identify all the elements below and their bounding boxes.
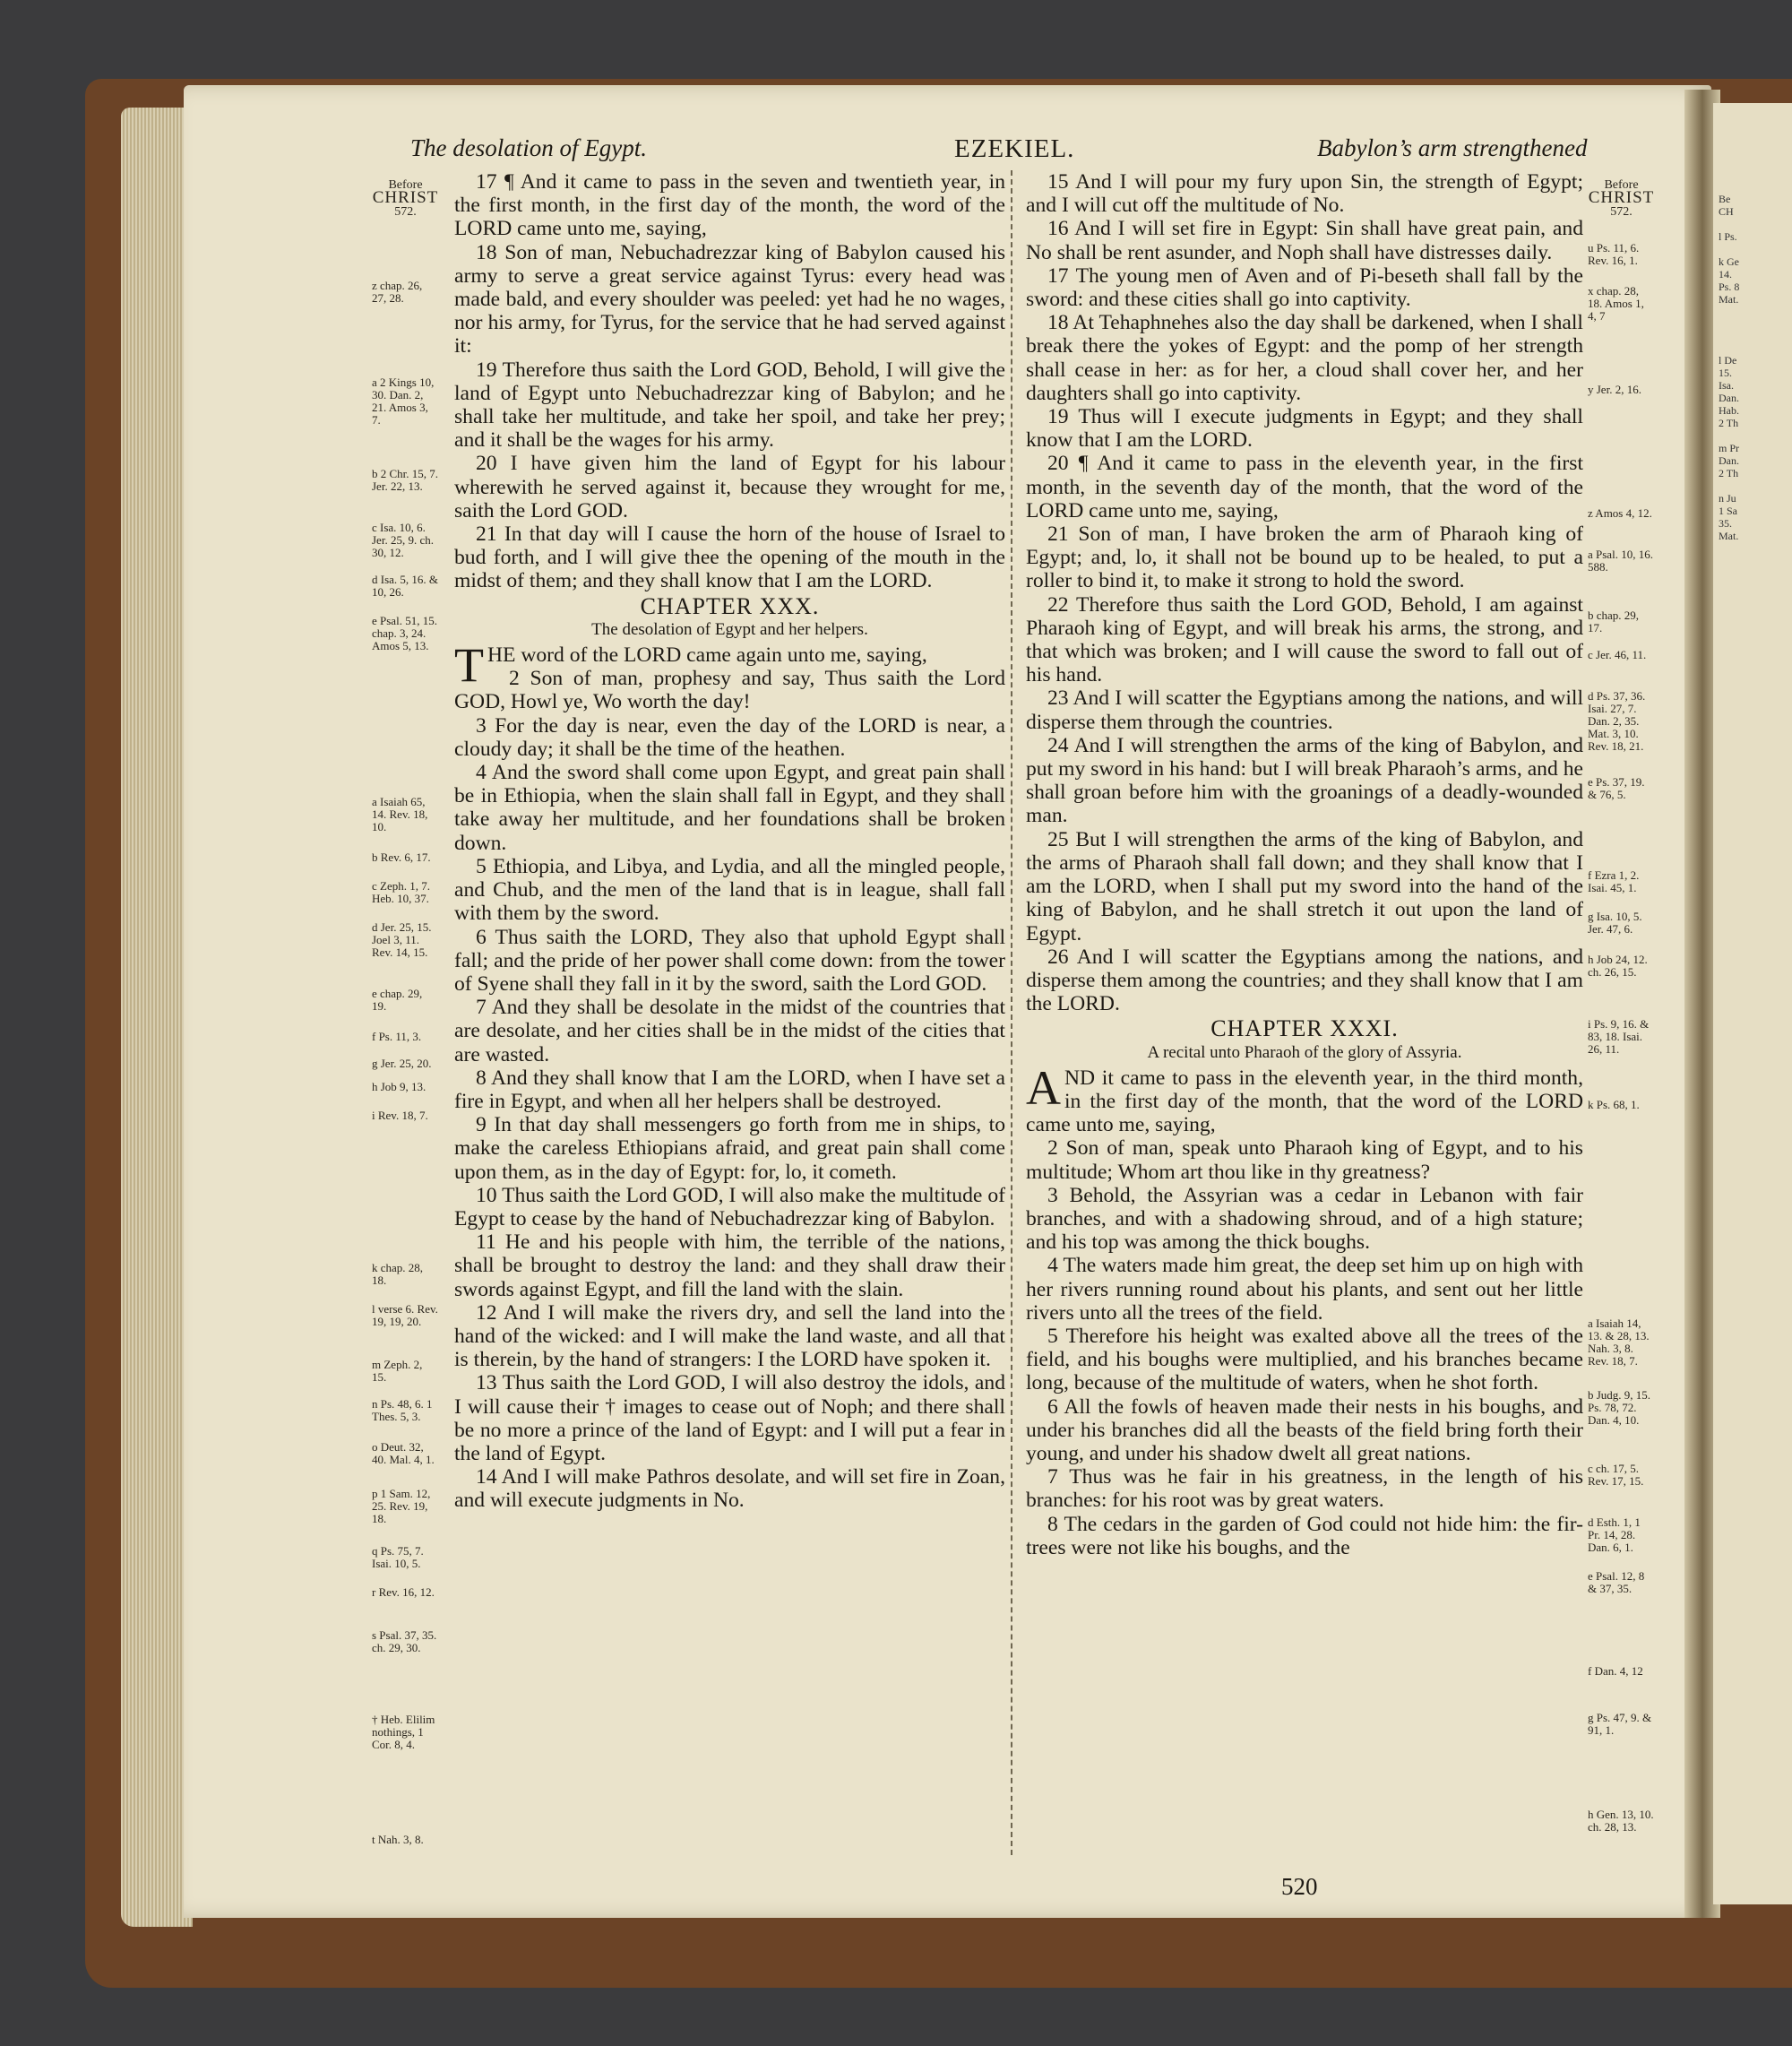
verse: 19 Therefore thus saith the Lord GOD, Behold, I will give the land of Egypt unto Nebuchadrezzar king of Babylon; and he shall take her multitude, and take her spoil, and take her prey; and it shall be the wages for his army. [454, 358, 1005, 453]
margin-note: c Zeph. 1, 7. Heb. 10, 37. [372, 879, 430, 905]
margin-note: d Isa. 5, 16. & 10, 26. [372, 573, 439, 599]
margin-note: d Ps. 37, 36. Isai. 27, 7. Dan. 2, 35. Mat. 3, 10. Rev. 18, 21. [1588, 689, 1646, 753]
margin-note: g Jer. 25, 20. [372, 1057, 432, 1070]
verse: 26 And I will scatter the Egyptians among the nations, and disperse them among the countries; and they shall know that I am the LORD. [1026, 945, 1583, 1016]
page-number: 520 [1281, 1873, 1318, 1900]
margin-note: f Ps. 11, 3. [372, 1030, 422, 1043]
margin-note: i Rev. 18, 7. [372, 1109, 428, 1122]
verse: 25 But I will strengthen the arms of the king of Babylon, and the arms of Pharaoh shall fall down; and they shall know that I am the LORD, when I shall put my sword into the hand of the king of Babylon, and he shall stretch it out upon the land of Egypt. [1026, 827, 1583, 945]
verse: 5 Ethiopia, and Libya, and Lydia, and all the mingled people, and Chub, and the men of the land that is in league, shall fall with them by the sword. [454, 854, 1005, 926]
verse: 2 Son of man, speak unto Pharaoh king of Egypt, and to his multitude; Whom art thou like in thy greatness? [1026, 1136, 1583, 1184]
margin-note: z Amos 4, 12. [1588, 506, 1652, 520]
verse: 12 And I will make the rivers dry, and sell the land into the hand of the wicked: and I will make the land waste, and all that is therein, by the hand of strangers: I the LORD have spoken it. [454, 1300, 1005, 1372]
running-header-right: Babylon’s arm strengthened [1317, 134, 1588, 161]
margin-note: b Rev. 6, 17. [372, 850, 431, 864]
margin-note: f Ezra 1, 2. Isai. 45, 1. [1588, 868, 1640, 894]
verse: 21 Son of man, I have broken the arm of Pharaoh king of Egypt; and, lo, it shall not be bound up to be healed, to put a roller to bind it, to make it strong to hold the sword. [1026, 522, 1583, 593]
margin-note: m Zeph. 2, 15. [372, 1358, 423, 1384]
running-header-left: The desolation of Egypt. [410, 134, 647, 161]
verse: 20 I have given him the land of Egypt for his labour wherewith he served against it, because they wrought for me, saith the Lord GOD. [454, 452, 1005, 522]
verse: 8 The cedars in the garden of God could not hide him: the fir-trees were not like his boughs, and the [1026, 1512, 1583, 1559]
margin-note: u Ps. 11, 6. Rev. 16, 1. [1588, 241, 1640, 267]
chapter-summary: The desolation of Egypt and her helpers. [591, 619, 868, 639]
verse: HE word of the LORD came again unto me, saying, [487, 643, 927, 668]
margin-note: n Ps. 48, 6. 1 Thes. 5, 3. [372, 1397, 433, 1423]
verse: 18 At Tehaphnehes also the day shall be darkened, when I shall break there the yokes of Egypt: and the pomp of her strength shall cease in her: as for her, a cloud shall cover her, and her daughters shall go into captivity. [1026, 311, 1583, 405]
verse: 4 And the sword shall come upon Egypt, and great pain shall be in Ethiopia, when the slain shall fall in Egypt, and they shall take away her multitude, and her foundations shall be broken down. [454, 761, 1005, 855]
margin-note: c Jer. 46, 11. [1588, 648, 1647, 661]
christ-label: CHRIST [1588, 188, 1655, 207]
before-christ-right [1588, 179, 1655, 219]
verse: 8 And they shall know that I am the LORD, when I have set a fire in Egypt, and when all her helpers shall be destroyed. [454, 1066, 1005, 1113]
facing-page-fragment: l De 15. Isa. Dan. Hab. 2 Th m Pr Dan. 2 Th n Ju 1 Sa 35. Mat. [1719, 354, 1740, 542]
chapter-heading: CHAPTER XXXI. [1210, 1015, 1399, 1042]
margin-note: e chap. 29, 19. [372, 987, 423, 1013]
margin-note: p 1 Sam. 12, 25. Rev. 19, 18. [372, 1487, 431, 1525]
verse: 6 Thus saith the LORD, They also that uphold Egypt shall fall; and the pride of her power shall come down: from the tower of Syene shall they fall in it by the sword, saith the Lord GOD. [454, 925, 1005, 996]
margin-note: e Psal. 51, 15. chap. 3, 24. Amos 5, 13. [372, 614, 437, 652]
margin-note: t Nah. 3, 8. [372, 1833, 424, 1846]
verse: 23 And I will scatter the Egyptians among the nations, and will disperse them through the countries. [1026, 686, 1583, 734]
margin-note: b 2 Chr. 15, 7. Jer. 22, 13. [372, 467, 439, 493]
margin-note: h Gen. 13, 10. ch. 28, 13. [1588, 1808, 1654, 1834]
margin-note: e Psal. 12, 8 & 37, 35. [1588, 1569, 1645, 1595]
margin-note: o Deut. 32, 40. Mal. 4, 1. [372, 1440, 435, 1466]
verse: 18 Son of man, Nebuchadrezzar king of Babylon caused his army to serve a great service against Tyrus: every head was made bald, and every shoulder was peeled: yet had he no wages, nor his army, for Tyrus, for the service that he had served against it: [454, 240, 1005, 358]
margin-note: † Heb. Elilim nothings, 1 Cor. 8, 4. [372, 1713, 435, 1751]
margin-note: q Ps. 75, 7. Isai. 10, 5. [372, 1544, 424, 1570]
running-header-book: EZEKIEL. [954, 134, 1075, 163]
margin-note: a 2 Kings 10, 30. Dan. 2, 21. Amos 3, 7. [372, 376, 435, 427]
margin-note: d Jer. 25, 15. Joel 3, 11. Rev. 14, 15. [372, 920, 432, 959]
verse: 15 And I will pour my fury upon Sin, the strength of Egypt; and I will cut off the multitude of No. [1026, 170, 1583, 218]
verse: 3 For the day is near, even the day of the LORD is near, a cloudy day; it shall be the time of the heathen. [454, 713, 1005, 761]
verse: 4 The waters made him great, the deep set him up on high with her rivers running round about his plants, and sent out her little rivers unto all the trees of the field. [1026, 1254, 1583, 1325]
before-label: Before [388, 178, 423, 192]
verse: 3 Behold, the Assyrian was a cedar in Lebanon with fair branches, and with a shadowing shroud, and of a high stature; and his top was among the thick boughs. [1026, 1183, 1583, 1255]
margin-note: a Isaiah 65, 14. Rev. 18, 10. [372, 795, 428, 833]
verse: 2 Son of man, prophesy and say, Thus saith the Lord GOD, Howl ye, Wo worth the day! [454, 667, 1005, 714]
margin-note: r Rev. 16, 12. [372, 1585, 435, 1599]
verse: 6 All the fowls of heaven made their nests in his boughs, and under his branches did all the beasts of the field bring forth their young, and under his shadow dwelt all great nations. [1026, 1394, 1583, 1465]
before-label: Before [1604, 178, 1639, 192]
facing-page-fragment: Be CH l Ps. k Ge 14. Ps. 8 Mat. [1719, 193, 1740, 306]
margin-note: g Ps. 47, 9. & 91, 1. [1588, 1711, 1652, 1737]
margin-note: i Ps. 9, 16. & 83, 18. Isai. 26, 11. [1588, 1017, 1650, 1056]
verse: 5 Therefore his height was exalted above all the trees of the field, and his boughs were multiplied, and his branches became long, because of the multitude of waters, when he shot forth. [1026, 1324, 1583, 1395]
margin-note: y Jer. 2, 16. [1588, 383, 1641, 396]
chapter-heading: CHAPTER XXX. [640, 592, 820, 619]
drop-cap: A [1026, 1060, 1061, 1115]
page-edges [121, 108, 193, 1927]
year-label: 572. [394, 205, 417, 219]
chapter-summary: A recital unto Pharaoh of the glory of Assyria. [1147, 1042, 1462, 1062]
verse: 14 And I will make Pathros desolate, and will set fire in Zoan, and will execute judgments in No. [454, 1465, 1005, 1513]
facing-page [1713, 103, 1792, 1904]
margin-note: b Judg. 9, 15. Ps. 78, 72. Dan. 4, 10. [1588, 1388, 1651, 1427]
verse: 13 Thus saith the Lord GOD, I will also destroy the idols, and I will cause their † images to cease out of Noph; and there shall be no more a prince of the land of Egypt: and I will put a fear in the land of Egypt. [454, 1371, 1005, 1465]
text-column-left [454, 170, 1005, 1513]
verse: 9 In that day shall messengers go forth from me in ships, to make the careless Ethiopians afraid, and great pain shall come upon them, as in the day of Egypt: for, lo, it cometh. [454, 1113, 1005, 1184]
margin-note: d Esth. 1, 1 Pr. 14, 28. Dan. 6, 1. [1588, 1515, 1641, 1554]
margin-note: c ch. 17, 5. Rev. 17, 15. [1588, 1462, 1644, 1488]
verse: 10 Thus saith the Lord GOD, I will also make the multitude of Egypt to cease by the hand of Nebuchadrezzar king of Babylon. [454, 1183, 1005, 1230]
margin-note: l verse 6. Rev. 19, 19, 20. [372, 1302, 438, 1328]
verse: 11 He and his people with him, the terrible of the nations, shall be brought to destroy the land: and they shall draw their swords against Egypt, and fill the land with the slain. [454, 1230, 1005, 1301]
drop-cap: T [454, 638, 484, 693]
margin-note: g Isa. 10, 5. Jer. 47, 6. [1588, 910, 1642, 936]
before-christ-left [372, 179, 439, 219]
margin-note: h Job 24, 12. ch. 26, 15. [1588, 953, 1648, 979]
verse: 21 In that day will I cause the horn of the house of Israel to bud forth, and I will give thee the opening of the mouth in the midst of them; and they shall know that I am the LORD. [454, 522, 1005, 593]
margin-note: b chap. 29, 17. [1588, 609, 1640, 635]
margin-note: h Job 9, 13. [372, 1080, 426, 1093]
verse: 16 And I will set fire in Egypt: Sin shall have great pain, and No shall be rent asunder, and Noph shall have distresses daily. [1026, 217, 1583, 264]
margin-note: e Ps. 37, 19. & 76, 5. [1588, 775, 1645, 801]
margin-note: k chap. 28, 18. [372, 1261, 424, 1287]
column-divider [1011, 170, 1018, 1855]
margin-note: k Ps. 68, 1. [1588, 1098, 1640, 1111]
verse: 7 Thus was he fair in his greatness, in the length of his branches: for his root was by great waters. [1026, 1465, 1583, 1513]
margin-note: f Dan. 4, 12 [1588, 1664, 1643, 1678]
margin-note: s Psal. 37, 35. ch. 29, 30. [372, 1628, 437, 1654]
christ-label: CHRIST [372, 188, 439, 207]
margin-note: c Isa. 10, 6. Jer. 25, 9. ch. 30, 12. [372, 521, 434, 559]
year-label: 572. [1610, 205, 1633, 219]
verse: 17 ¶ And it came to pass in the seven and twentieth year, in the first month, in the first day of the month, the word of the LORD came unto me, saying, [454, 170, 1005, 241]
verse: ND it came to pass in the eleventh year, in the third month, in the first day of the month, that the word of the LORD came unto me, saying, [1026, 1066, 1583, 1137]
verse: 17 The young men of Aven and of Pi-beseth shall fall by the sword: and these cities shall go into captivity. [1026, 263, 1583, 312]
verse: 20 ¶ And it came to pass in the eleventh year, in the first month, in the seventh day of the month, that the word of the LORD came unto me, saying, [1026, 452, 1583, 522]
verse: 7 And they shall be desolate in the midst of the countries that are desolate, and her cities shall be in the midst of the cities that are wasted. [454, 996, 1005, 1066]
text-column-right [1026, 170, 1583, 1559]
margin-note: x chap. 28, 18. Amos 1, 4, 7 [1588, 284, 1644, 323]
verse: 22 Therefore thus saith the Lord GOD, Behold, I am against Pharaoh king of Egypt, and will break his arms, the strong, and that which was broken; and I will cause the sword to fall out of his hand. [1026, 592, 1583, 687]
margin-note: a Isaiah 14, 13. & 28, 13. Nah. 3, 8. Rev. 18, 7. [1588, 1317, 1650, 1368]
verse: 19 Thus will I execute judgments in Egypt; and they shall know that I am the LORD. [1026, 405, 1583, 453]
margin-note: a Psal. 10, 16. 588. [1588, 548, 1653, 574]
margin-note: z chap. 26, 27, 28. [372, 279, 423, 305]
verse: 24 And I will strengthen the arms of the king of Babylon, and put my sword in his hand: but I will break Pharaoh’s arms, and he shall groan before him with the groanings of a deadly-wounded man. [1026, 733, 1583, 828]
